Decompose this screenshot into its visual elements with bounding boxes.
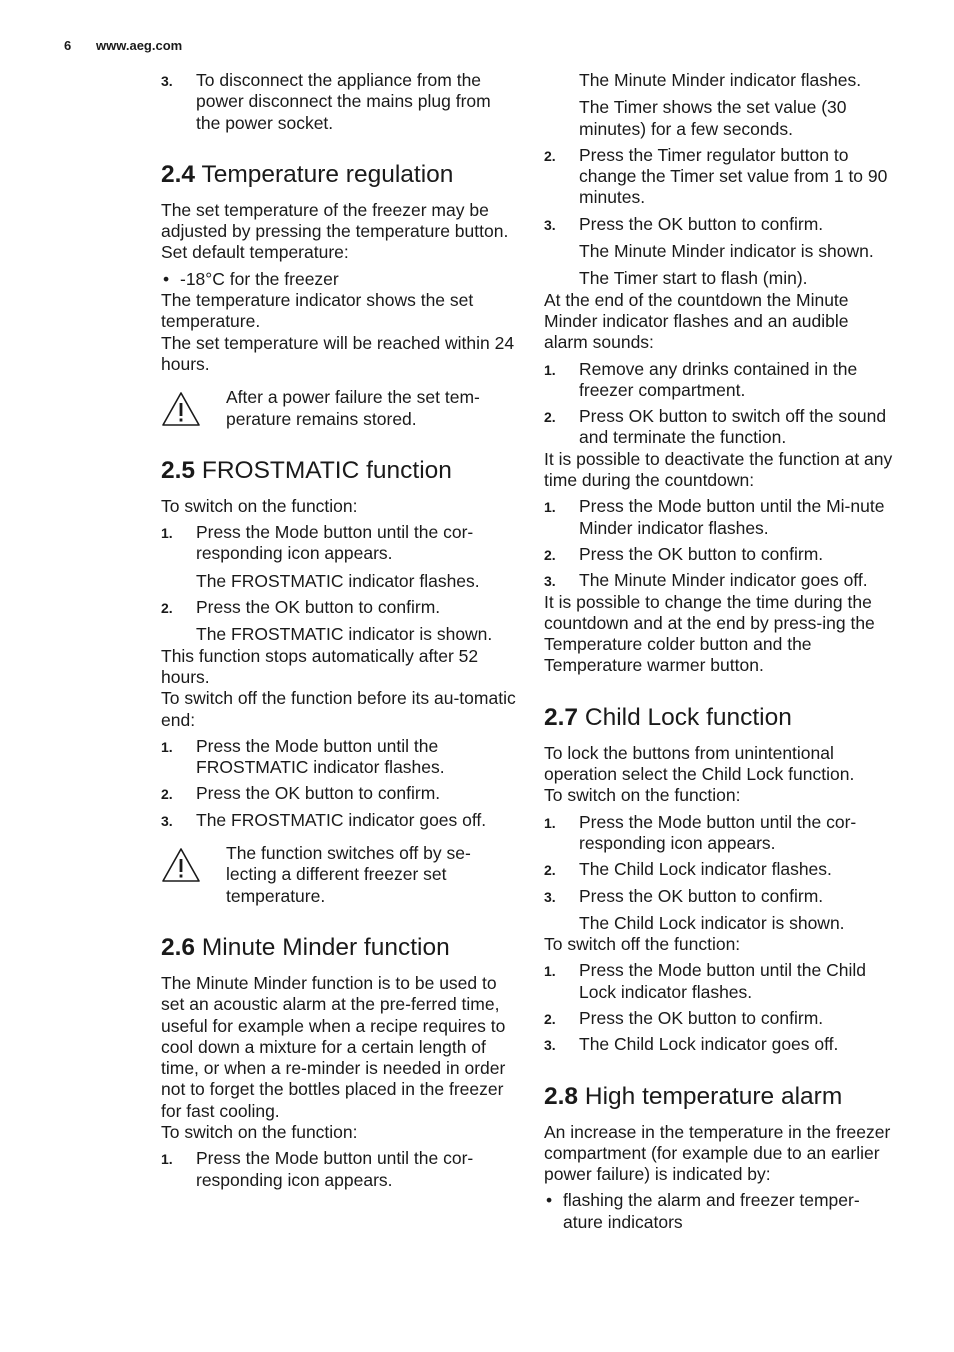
list-item: 1. Press the Mode button until the FROSTMATIC indicator flashes. [161, 735, 445, 778]
section-heading-2-4: 2.4 Temperature regulation [161, 160, 454, 188]
section-heading-2-5: 2.5 FROSTMATIC function [161, 456, 452, 484]
paragraph: The set temperature will be reached within 24 hours. [161, 332, 515, 374]
list-item: 1. Press the Mode button until the Child Lock indicator flashes. [544, 960, 866, 1002]
warning-note [161, 843, 516, 907]
warning-text: After a power failure the set tem-perature remains stored. [226, 387, 480, 429]
page-header [64, 38, 182, 53]
paragraph: To lock the buttons from unintentional operation select the Child Lock function. [544, 742, 855, 785]
section-heading-2-6: 2.6 Minute Minder function [161, 933, 450, 961]
paragraph: Set default temperature: [161, 242, 349, 263]
warning-icon [161, 847, 201, 883]
section-heading-2-8: 2.8 High temperature alarm [544, 1082, 843, 1110]
bullet-item: • flashing the alarm and freezer temper-ature indicators [546, 1190, 860, 1232]
paragraph: At the end of the countdown the Minute Minder indicator flashes and an audible alarm sounds: [544, 289, 849, 353]
paragraph: This function stops automatically after 52 hours. [161, 645, 479, 687]
list-item: 1. Press the Mode button until the cor-responding icon appears. [544, 811, 857, 853]
warning-note [161, 387, 516, 430]
paragraph: To switch on the function: [161, 1121, 358, 1142]
list-item: 1. Press the Mode button until the cor-responding icon appears. [161, 1148, 474, 1190]
paragraph: To switch on the function: [544, 785, 741, 806]
warning-text: The function switches off by se-lecting a different freezer set temperature. [226, 843, 471, 906]
list-item: 2. Press OK button to switch off the sound and terminate the function. [544, 406, 887, 448]
step-result: The Minute Minder indicator is shown. [579, 241, 874, 262]
step-result: The FROSTMATIC indicator flashes. [196, 570, 480, 591]
page-number: 6 [64, 38, 72, 53]
list-item: 3. Press the OK button to confirm. [544, 885, 824, 906]
site-url[interactable]: www.aeg.com [96, 38, 183, 53]
list-item: 3. The FROSTMATIC indicator goes off. [161, 809, 487, 830]
warning-icon [161, 391, 201, 427]
list-item: 3. Press the OK button to confirm. [544, 213, 824, 234]
list-item: 2. Press the Timer regulator button to change the Timer set value from 1 to 90 minutes. [544, 144, 888, 208]
list-item: 1. Press the Mode button until the cor-responding icon appears. [161, 522, 474, 564]
list-item: 1. Press the Mode button until the Mi-nute Minder indicator flashes. [544, 496, 885, 538]
step-result: The Timer start to flash (min). [579, 268, 808, 289]
step-text: To disconnect the appliance from the power disconnect the mains plug from the power socket. [196, 70, 491, 133]
step-result: The FROSTMATIC indicator is shown. [196, 624, 493, 645]
list-item: 3. The Child Lock indicator goes off. [544, 1034, 839, 1055]
paragraph: The set temperature of the freezer may be adjusted by pressing the temperature button. [161, 199, 509, 242]
step-result: The Timer shows the set value (30 minutes) for a few seconds. [579, 97, 847, 139]
paragraph: The temperature indicator shows the set temperature. [161, 290, 474, 332]
list-item [161, 70, 516, 134]
list-item: 2. Press the OK button to confirm. [544, 1007, 824, 1028]
step-number: 3. [161, 73, 173, 89]
paragraph: An increase in the temperature in the freezer compartment (for example due to an earlier power failure) is indicated by: [544, 1121, 891, 1185]
list-item: 3. The Minute Minder indicator goes off. [544, 570, 868, 591]
list-item: 2. Press the OK button to confirm. [161, 783, 441, 804]
left-column [161, 70, 516, 1191]
paragraph: It is possible to deactivate the function at any time during the countdown: [544, 448, 893, 491]
right-column [544, 70, 896, 1233]
bullet-item: • -18°C for the freezer [163, 268, 339, 289]
section-heading-2-7: 2.7 Child Lock function [544, 703, 792, 731]
paragraph: It is possible to change the time during the countdown and at the end by press-ing the Temperature colder button and the Temperature warmer button. [544, 591, 875, 676]
paragraph: To switch off the function: [544, 934, 741, 955]
list-item: 2. The Child Lock indicator flashes. [544, 859, 832, 880]
list-item: 2. Press the OK button to confirm. [544, 543, 824, 564]
paragraph: The Minute Minder function is to be used to set an acoustic alarm at the pre-ferred time, useful for example when a recipe requires to cool down a mixture for a certain length of time, or when a re-minder is needed in order not to forget the bottles placed in the freezer for fast cooling. [161, 972, 506, 1121]
step-result: The Minute Minder indicator flashes. [579, 70, 862, 90]
list-item: 2. Press the OK button to confirm. [161, 597, 441, 618]
list-item: 1. Remove any drinks contained in the freezer compartment. [544, 358, 858, 400]
paragraph: To switch off the function before its au-tomatic end: [161, 688, 516, 730]
paragraph: To switch on the function: [161, 495, 358, 516]
step-result: The Child Lock indicator is shown. [579, 912, 845, 933]
